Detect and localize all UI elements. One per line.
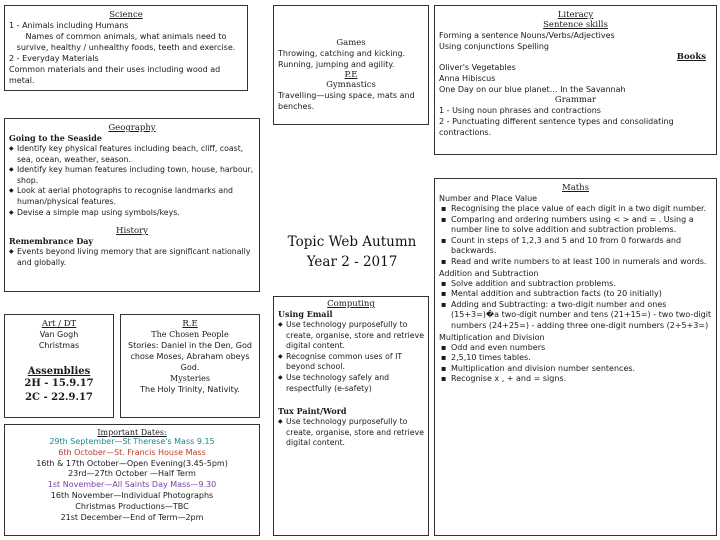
list-item: ◆ Identify key human features including town, house, harbour, shop. (9, 165, 255, 186)
assemblies-title: Assemblies (27, 366, 91, 377)
date-line: 23rd—27th October —Half Term (68, 469, 196, 479)
literacy-line-1: Forming a sentence Nouns/Verbs/Adjectives (439, 31, 615, 40)
date-line: 21st December—End of Term—2pm (60, 512, 204, 522)
re-subtitle-2: Mysteries (170, 374, 210, 383)
list-item: ▪ 2,5,10 times tables. (439, 353, 712, 364)
art-box (4, 314, 114, 418)
re-text: Stories: Daniel in the Den, God chose Moses, Abraham obeys God. (128, 341, 252, 372)
list-item: ▪ Adding and Subtracting: a two-digit number and ones (15+3=)�a two-digit number and tens (21+15=) - two two-digit numbers (24+25=) - adding three one-digit numbers (2+5+3=) (439, 300, 712, 332)
computing-box (273, 296, 429, 536)
dates-title: Important Dates: (97, 428, 167, 437)
computing-list (278, 320, 424, 394)
list-item: ▪ Recognising the place value of each digit in a two digit number. (439, 204, 712, 215)
list-item: ▪ Read and write numbers to at least 100 in numerals and words. (439, 257, 712, 268)
list-item: ▪ Mental addition and subtraction facts (to 20 initially) (439, 289, 712, 300)
gymnastics-title: Gymnastics (326, 80, 376, 90)
computing-title: Computing (327, 299, 375, 309)
science-line-3: 2 - Everyday Materials (9, 54, 99, 63)
pe-title: P.E (344, 70, 358, 80)
history-title: History (116, 226, 148, 237)
science-title: Science (109, 10, 143, 20)
book-1: Oliver's Vegetables (439, 63, 516, 72)
art-line-2: Christmas (38, 341, 80, 350)
list-item: ▪ Solve addition and subtraction problems. (439, 279, 712, 290)
list-item: ◆ Events beyond living memory that are significant nationally and globally. (9, 247, 255, 268)
maths-box (434, 178, 717, 536)
pe-box (273, 5, 429, 125)
dates-list (8, 437, 256, 523)
science-line-2: Names of common animals, what animals need to survive, healthy / unhealthy foods, teeth and exercise. (16, 32, 236, 52)
multiplication-list (439, 343, 712, 385)
book-3: One Day on our blue planet… In the Savannah (439, 85, 626, 94)
geography-title: Geography (108, 123, 156, 133)
date-line: 29th September—St Therese's Mass 9.15 (49, 437, 215, 446)
science-line-1: 1 - Animals including Humans (9, 21, 129, 30)
list-item: ▪ Odd and even numbers (439, 343, 712, 354)
gymnastics-text: Travelling—using space, mats and benches. (278, 91, 415, 111)
tux-title: Tux Paint/Word (278, 406, 347, 417)
art-title: Art / DT (41, 319, 77, 329)
multiplication-heading: Multiplication and Division (439, 332, 545, 342)
list-item: ▪ Comparing and ordering numbers using < > and = . Using a number line to solve addition and subtraction problems. (439, 215, 712, 236)
list-item: ▪ Recognise x , + and = signs. (439, 374, 712, 385)
computing-subtitle: Using Email (278, 309, 333, 319)
list-item: ◆ Use technology purposefully to create, organise, store and retrieve digital content. (278, 417, 424, 449)
book-2: Anna Hibiscus (439, 74, 496, 83)
topic-line-1: Topic Web Autumn (287, 234, 417, 250)
history-list (9, 247, 255, 268)
addition-list (439, 279, 712, 332)
assembly-date-1: 2H - 15.9.17 (24, 378, 94, 389)
date-line: 16th & 17th October—Open Evening(3.45-5pm) (36, 458, 228, 468)
topic-title (270, 232, 434, 272)
literacy-line-2: Using conjunctions Spelling (439, 42, 549, 51)
re-title: R.E (182, 319, 198, 329)
geography-list (9, 144, 255, 218)
grammar-1: 1 - Using noun phrases and contractions (439, 106, 601, 115)
assembly-date-2: 2C - 22.9.17 (25, 392, 93, 403)
games-title: Games (336, 38, 366, 48)
literacy-title: Literacy (557, 10, 594, 20)
re-subtitle: The Chosen People (151, 330, 229, 339)
addition-heading: Addition and Subtraction (439, 268, 539, 278)
sentence-skills-title: Sentence skills (543, 20, 608, 30)
games-text: Throwing, catching and kicking. Running, jumping and agility. (278, 49, 406, 69)
maths-title: Maths (561, 183, 590, 193)
science-line-4: Common materials and their uses including wood ad metal. (9, 65, 221, 85)
geography-subtitle: Going to the Seaside (9, 133, 102, 143)
topic-line-2: Year 2 - 2017 (306, 254, 398, 270)
geography-box (4, 118, 260, 292)
place-value-list (439, 204, 712, 268)
list-item: ◆ Devise a simple map using symbols/keys. (9, 208, 255, 219)
literacy-box (434, 5, 717, 155)
list-item: ◆ Identify key physical features including beach, cliff, coast, sea, ocean, weather, season. (9, 144, 255, 165)
list-item: ◆ Use technology purposefully to create, organise, store and retrieve digital content. (278, 320, 424, 352)
tux-list (278, 417, 424, 449)
re-text-2: The Holy Trinity, Nativity. (140, 385, 240, 394)
books-title: Books (676, 52, 706, 62)
list-item: ▪ Count in steps of 1,2,3 and 5 and 10 from 0 forwards and backwards. (439, 236, 712, 257)
list-item: ◆ Use technology safely and respectfully (e-safety) (278, 373, 424, 394)
science-box (4, 5, 248, 91)
history-subtitle: Remembrance Day (9, 236, 94, 247)
date-line: 16th November—Individual Photographs (50, 490, 214, 500)
date-line: Christmas Productions—TBC (75, 501, 189, 511)
list-item: ◆ Look at aerial photographs to recognise landmarks and human/physical features. (9, 186, 255, 207)
re-box (120, 314, 260, 418)
grammar-2: 2 - Punctuating different sentence types and consolidating contractions. (439, 117, 674, 137)
dates-box (4, 424, 260, 536)
art-line-1: Van Gogh (39, 330, 79, 339)
date-line: 1st November—All Saints Day Mass—9.30 (47, 480, 217, 490)
grammar-title: Grammar (554, 95, 597, 105)
list-item: ◆ Recognise common uses of IT beyond school. (278, 352, 424, 373)
place-value-heading: Number and Place Value (439, 194, 538, 203)
date-line: 6th October—St. Francis House Mass (58, 447, 206, 457)
list-item: ▪ Multiplication and division number sentences. (439, 364, 712, 375)
